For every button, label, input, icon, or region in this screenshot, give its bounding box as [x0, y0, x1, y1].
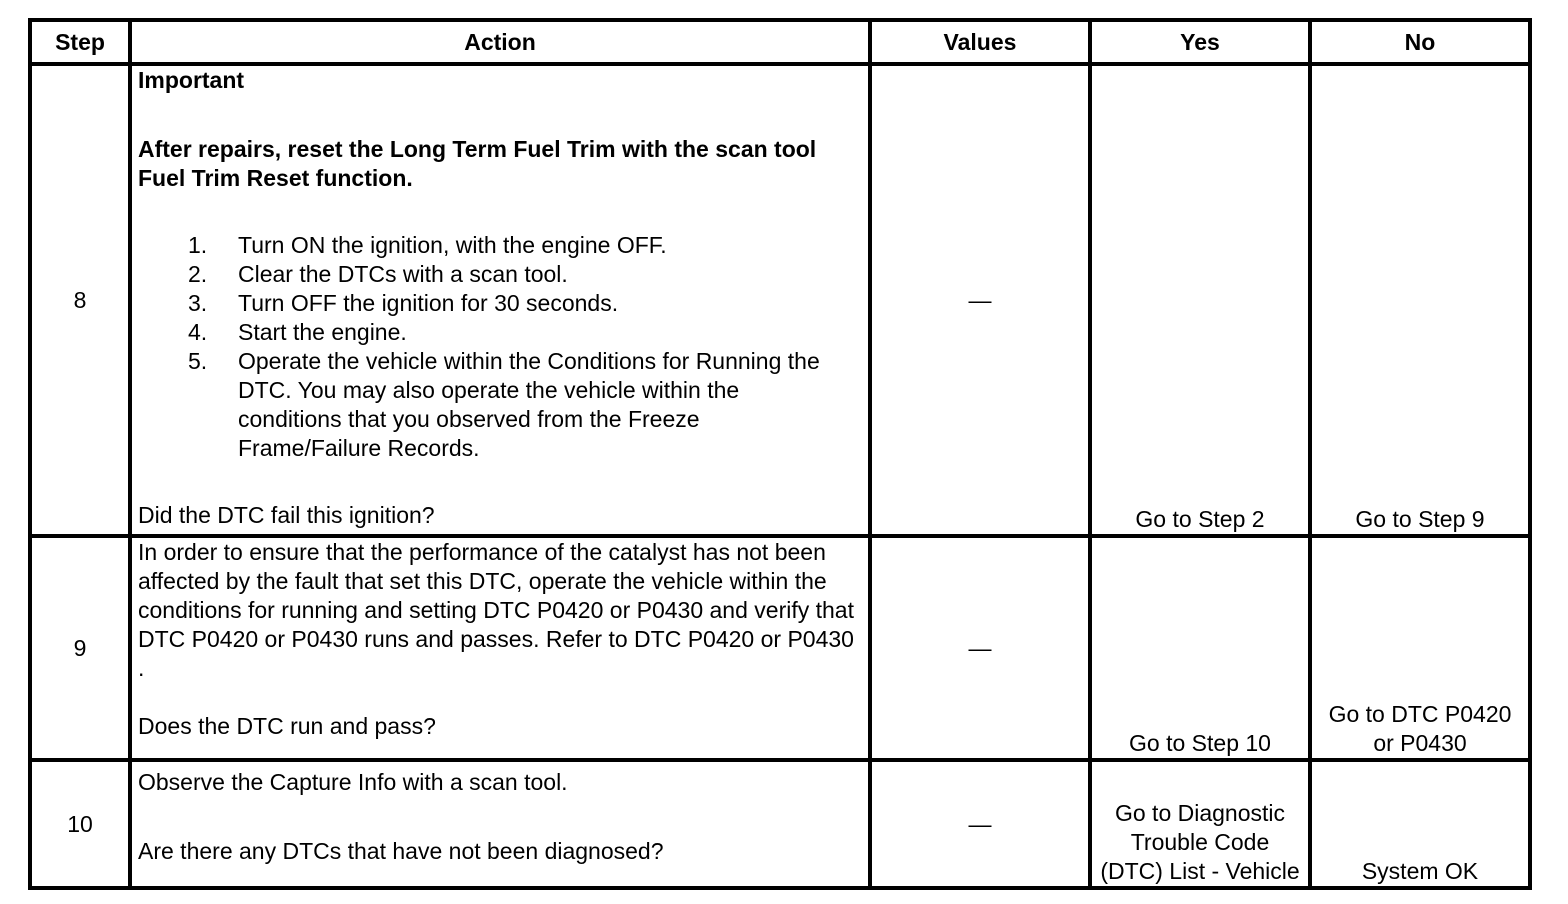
list-item — [188, 347, 862, 463]
list-item-number: 4. — [188, 319, 208, 345]
yes-link[interactable]: Go to Step 10 — [1090, 536, 1310, 760]
header-row — [30, 20, 1530, 64]
action-cell — [130, 760, 870, 888]
question-text: Are there any DTCs that have not been diagnosed? — [138, 838, 664, 864]
action-text: Observe the Capture Info with a scan tool. — [138, 769, 568, 795]
header-yes: Yes — [1090, 20, 1310, 64]
diagnostic-table — [28, 18, 1532, 890]
step-number: 9 — [30, 536, 130, 760]
list-item-text: Turn OFF the ignition for 30 seconds. — [238, 290, 619, 316]
values-cell: — — [870, 536, 1090, 760]
list-item — [188, 318, 862, 347]
no-link[interactable]: Go to DTC P0420 or P0430 — [1310, 536, 1530, 760]
procedure-list — [138, 231, 862, 463]
list-item-text: Turn ON the ignition, with the engine OFF. — [238, 232, 667, 258]
yes-link[interactable]: Go to Step 2 — [1090, 64, 1310, 536]
list-item-number: 2. — [188, 261, 208, 287]
question-text: Does the DTC run and pass? — [138, 713, 436, 739]
list-item-text: Operate the vehicle within the Conditions for Running the DTC. You may also operate the vehicle within the conditions that you observed from the Freeze Frame/Failure Records. — [238, 348, 820, 461]
values-cell: — — [870, 760, 1090, 888]
values-cell: — — [870, 64, 1090, 536]
list-item-number: 5. — [188, 348, 208, 374]
header-action: Action — [130, 20, 870, 64]
header-no: No — [1310, 20, 1530, 64]
list-item-number: 1. — [188, 232, 208, 258]
action-text: In order to ensure that the performance of the catalyst has not been affected by the fault that set this DTC, operate the vehicle within the conditions for running and setting DTC P0420 or P0430 and verify that DTC P0420 or P0430 runs and passes. Refer to DTC P0420 or P0430 . — [138, 539, 854, 681]
important-note: After repairs, reset the Long Term Fuel Trim with the scan tool Fuel Trim Reset function. — [138, 136, 817, 191]
step-number: 10 — [30, 760, 130, 888]
no-link[interactable]: System OK — [1310, 760, 1530, 888]
list-item — [188, 289, 862, 318]
no-link[interactable]: Go to Step 9 — [1310, 64, 1530, 536]
list-item-text: Clear the DTCs with a scan tool. — [238, 261, 568, 287]
header-values: Values — [870, 20, 1090, 64]
list-item-text: Start the engine. — [238, 319, 407, 345]
question-text: Did the DTC fail this ignition? — [138, 502, 435, 528]
action-cell — [130, 536, 870, 760]
list-item-number: 3. — [188, 290, 208, 316]
list-item — [188, 231, 862, 260]
table-row — [30, 536, 1530, 760]
step-number: 8 — [30, 64, 130, 536]
yes-link[interactable]: Go to Diagnostic Trouble Code (DTC) List - Vehicle — [1090, 760, 1310, 888]
important-label: Important — [138, 67, 245, 93]
header-step: Step — [30, 20, 130, 64]
table-row — [30, 64, 1530, 536]
list-item — [188, 260, 862, 289]
table-row — [30, 760, 1530, 888]
action-cell — [130, 64, 870, 536]
